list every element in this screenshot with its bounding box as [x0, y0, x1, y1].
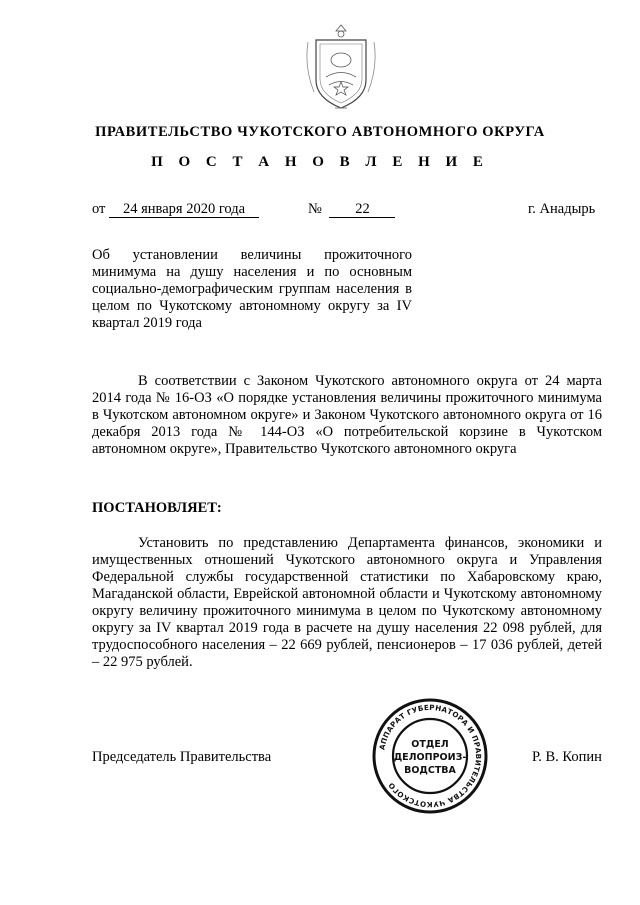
city: г. Анадырь: [528, 201, 596, 217]
signer-position: Председатель Правительства: [92, 749, 272, 765]
coat-of-arms-emblem: [304, 22, 378, 114]
date-field: [92, 201, 259, 218]
stamp-line-2: ДЕЛОПРОИЗ-: [393, 752, 467, 763]
number-prefix: №: [308, 201, 322, 217]
stamp-line-1: ОТДЕЛ: [411, 739, 449, 750]
document-subject: Об установлении величины прожиточного минимума на душу населения и по основным социально-демографическим группам населения в целом по Чукотскому автономному округу за IV квартал 2019 года: [92, 247, 412, 331]
document-type-title: П О С Т А Н О В Л Е Н И Е: [151, 154, 489, 170]
number-field: [308, 201, 395, 218]
number-value: 22: [329, 202, 395, 218]
organization-title: ПРАВИТЕЛЬСТВО ЧУКОТСКОГО АВТОНОМНОГО ОКРУГА: [95, 124, 545, 140]
office-stamp: [371, 697, 489, 815]
date-value: 24 января 2020 года: [109, 202, 259, 218]
decree-heading: ПОСТАНОВЛЯЕТ:: [92, 500, 222, 516]
stamp-line-3: ВОДСТВА: [404, 765, 456, 776]
signer-name: Р. В. Копин: [532, 749, 602, 765]
date-prefix: от: [92, 201, 106, 217]
decree-body-paragraph: Установить по представлению Департамента финансов, экономики и имущественных отношений Чукотского автономного округа и Управления Федеральной службы государственной статистики по Хабаровскому краю, Магаданской области, Еврейской автономной области и Чукотскому автономному округу величину прожиточного минимума в целом по Чукотскому автономному округу за IV квартал 2019 года в расчете на душу населения 22 098 рублей, для трудоспособного населения – 22 669 рублей, пенсионеров – 17 036 рублей, детей – 22 975 рублей.: [92, 535, 602, 670]
stamp-ring-text: АППАРАТ ГУБЕРНАТОРА И ПРАВИТЕЛЬСТВА ЧУКОТСКОГО: [377, 702, 484, 810]
preamble-paragraph: В соответствии с Законом Чукотского автономного округа от 24 марта 2014 года № 16-ОЗ «О порядке установления величины прожиточного минимума в Чукотском автономном округе» и Законом Чукотского автономного округа от 16 декабря 2013 года № 144-ОЗ «О потребительской корзине в Чукотском автономном округе», Правительство Чукотского автономного округа: [92, 373, 602, 457]
